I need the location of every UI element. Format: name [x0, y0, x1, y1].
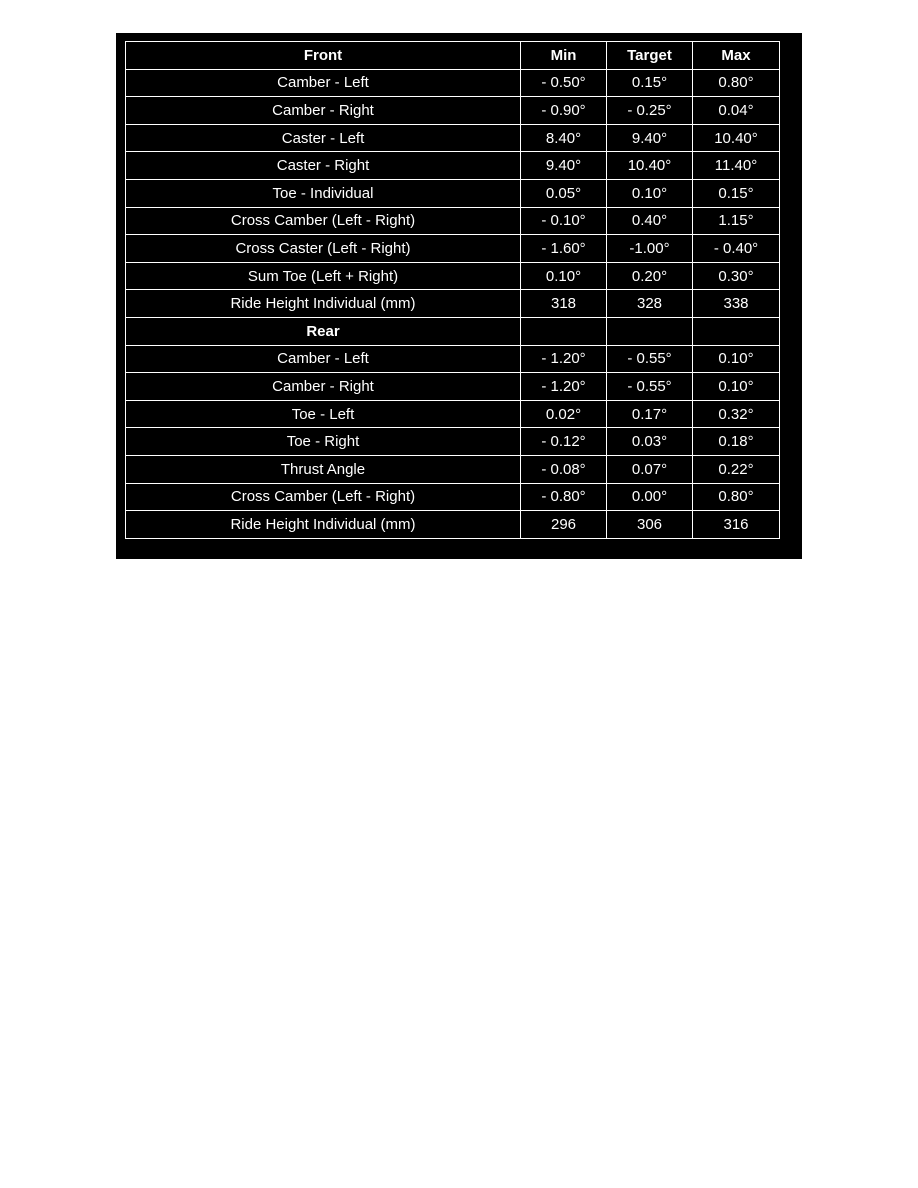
- table-row: [126, 511, 780, 539]
- min-value: - 1.60°: [521, 235, 607, 263]
- row-label: Toe - Left: [126, 400, 521, 428]
- header-target: Target: [607, 42, 693, 70]
- table-row: [126, 345, 780, 373]
- max-value: 338: [693, 290, 780, 318]
- max-value: 0.80°: [693, 69, 780, 97]
- table-header-row: [126, 42, 780, 70]
- table-row: [126, 152, 780, 180]
- target-value: 10.40°: [607, 152, 693, 180]
- max-value: 0.10°: [693, 373, 780, 401]
- header-min: Min: [521, 42, 607, 70]
- max-value: 0.15°: [693, 179, 780, 207]
- table-row: [126, 262, 780, 290]
- min-value: 8.40°: [521, 124, 607, 152]
- min-value: - 0.90°: [521, 97, 607, 125]
- min-value: 0.02°: [521, 400, 607, 428]
- row-label: Sum Toe (Left + Right): [126, 262, 521, 290]
- row-label: Ride Height Individual (mm): [126, 290, 521, 318]
- target-value: 0.10°: [607, 179, 693, 207]
- row-label: Ride Height Individual (mm): [126, 511, 521, 539]
- min-value: - 0.10°: [521, 207, 607, 235]
- table-row: [126, 124, 780, 152]
- min-value: [521, 317, 607, 345]
- table-row: [126, 179, 780, 207]
- row-label: Camber - Right: [126, 97, 521, 125]
- alignment-spec-table: [125, 41, 780, 539]
- max-value: 10.40°: [693, 124, 780, 152]
- target-value: 9.40°: [607, 124, 693, 152]
- table-row: [126, 97, 780, 125]
- min-value: 0.10°: [521, 262, 607, 290]
- min-value: - 1.20°: [521, 373, 607, 401]
- row-label: Cross Camber (Left - Right): [126, 207, 521, 235]
- target-value: 0.20°: [607, 262, 693, 290]
- min-value: - 0.80°: [521, 483, 607, 511]
- target-value: - 0.55°: [607, 345, 693, 373]
- row-label: Caster - Right: [126, 152, 521, 180]
- table-body: [126, 69, 780, 538]
- target-value: 0.03°: [607, 428, 693, 456]
- target-value: - 0.25°: [607, 97, 693, 125]
- min-value: - 1.20°: [521, 345, 607, 373]
- table-row: [126, 455, 780, 483]
- header-max: Max: [693, 42, 780, 70]
- table-row: [126, 483, 780, 511]
- max-value: 0.18°: [693, 428, 780, 456]
- min-value: - 0.50°: [521, 69, 607, 97]
- table-row: [126, 69, 780, 97]
- max-value: 1.15°: [693, 207, 780, 235]
- max-value: - 0.40°: [693, 235, 780, 263]
- max-value: 0.80°: [693, 483, 780, 511]
- row-label: Toe - Individual: [126, 179, 521, 207]
- min-value: 9.40°: [521, 152, 607, 180]
- min-value: - 0.12°: [521, 428, 607, 456]
- max-value: 0.22°: [693, 455, 780, 483]
- max-value: [693, 317, 780, 345]
- max-value: 0.32°: [693, 400, 780, 428]
- target-value: 306: [607, 511, 693, 539]
- row-label: Thrust Angle: [126, 455, 521, 483]
- table-row: [126, 235, 780, 263]
- section-label: Rear: [126, 317, 521, 345]
- target-value: 0.00°: [607, 483, 693, 511]
- max-value: 0.04°: [693, 97, 780, 125]
- target-value: 0.17°: [607, 400, 693, 428]
- max-value: 0.10°: [693, 345, 780, 373]
- row-label: Cross Caster (Left - Right): [126, 235, 521, 263]
- table-row: [126, 207, 780, 235]
- table-row: [126, 290, 780, 318]
- target-value: 0.15°: [607, 69, 693, 97]
- table-row: [126, 400, 780, 428]
- min-value: - 0.08°: [521, 455, 607, 483]
- header-front: Front: [126, 42, 521, 70]
- row-label: Cross Camber (Left - Right): [126, 483, 521, 511]
- max-value: 316: [693, 511, 780, 539]
- target-value: [607, 317, 693, 345]
- section-row: [126, 317, 780, 345]
- row-label: Camber - Left: [126, 345, 521, 373]
- alignment-spec-panel: [116, 33, 802, 559]
- target-value: 0.40°: [607, 207, 693, 235]
- table-row: [126, 373, 780, 401]
- min-value: 318: [521, 290, 607, 318]
- row-label: Caster - Left: [126, 124, 521, 152]
- row-label: Camber - Left: [126, 69, 521, 97]
- row-label: Camber - Right: [126, 373, 521, 401]
- target-value: 0.07°: [607, 455, 693, 483]
- target-value: - 0.55°: [607, 373, 693, 401]
- max-value: 11.40°: [693, 152, 780, 180]
- target-value: 328: [607, 290, 693, 318]
- max-value: 0.30°: [693, 262, 780, 290]
- table-row: [126, 428, 780, 456]
- min-value: 296: [521, 511, 607, 539]
- row-label: Toe - Right: [126, 428, 521, 456]
- target-value: -1.00°: [607, 235, 693, 263]
- min-value: 0.05°: [521, 179, 607, 207]
